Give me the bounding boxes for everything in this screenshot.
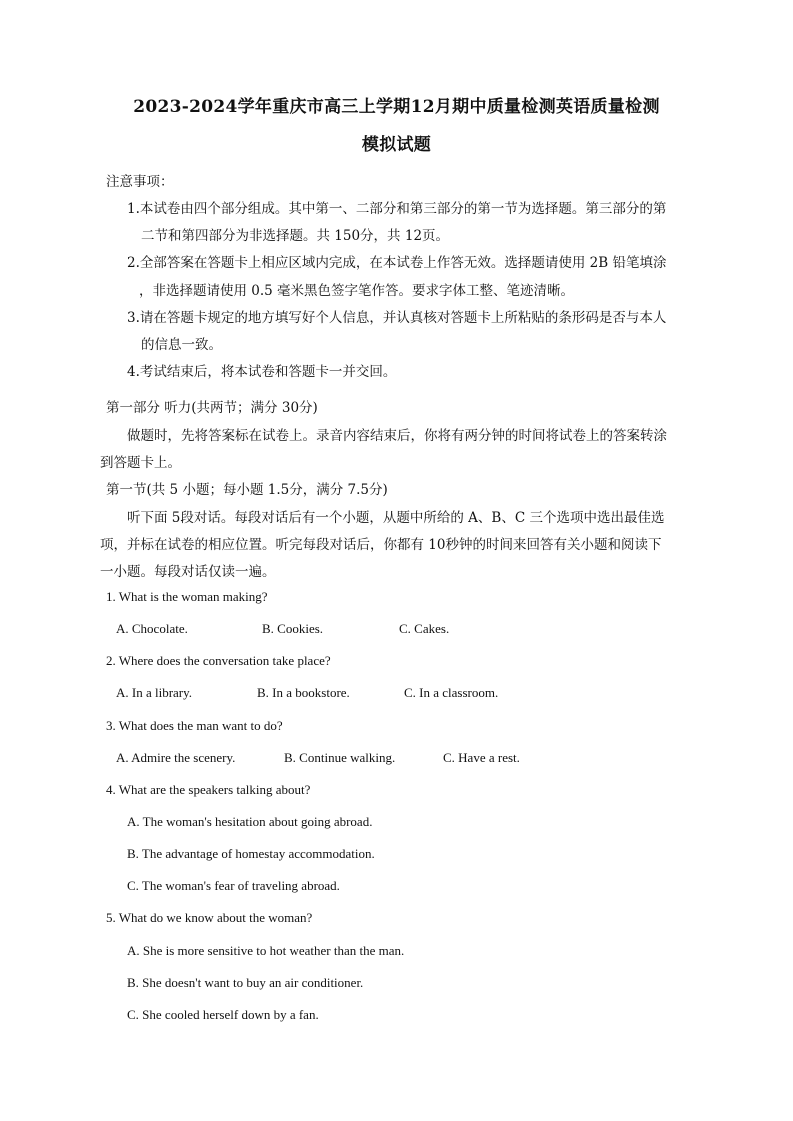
- notice-item: 的信息一致。: [141, 337, 222, 353]
- notice-item: ，非选择题请使用 0.5 毫米黑色签字笔作答。要求字体工整、笔迹清晰。: [139, 283, 575, 299]
- question-stem: 2. Where does the conversation take place?: [106, 653, 331, 668]
- notice-heading: 注意事项：: [106, 174, 174, 190]
- section1-intro: 项，并标在试卷的相应位置。听完每段对话后，你都有 10秒钟的时间来回答有关小题和阅读下: [100, 537, 662, 553]
- exam-title-line2: 模拟试题: [361, 135, 432, 155]
- notice-item: 3.请在答题卡规定的地方填写好个人信息，并认真核对答题卡上所粘贴的条形码是否与本人: [127, 310, 667, 326]
- exam-title-line1: 2023-2024学年重庆市高三上学期12月期中质量检测英语质量检测: [133, 97, 660, 117]
- option-b: B. Cookies.: [262, 621, 324, 636]
- part1-heading: 第一部分 听力(共两节；满分 30分): [106, 400, 318, 416]
- question-stem: 1. What is the woman making?: [106, 589, 268, 604]
- notice-item: 4.考试结束后，将本试卷和答题卡一并交回。: [127, 364, 397, 380]
- option-a: A. The woman's hesitation about going abroad.: [127, 814, 373, 829]
- part1-intro: 到答题卡上。: [100, 455, 181, 471]
- notice-item: 1.本试卷由四个部分组成。其中第一、二部分和第三部分的第一节为选择题。第三部分的第: [127, 201, 667, 217]
- option-a: A. Admire the scenery.: [116, 750, 236, 765]
- question-stem: 3. What does the man want to do?: [106, 718, 283, 733]
- option-b: B. She doesn't want to buy an air conditioner.: [127, 975, 364, 990]
- option-b: B. Continue walking.: [284, 750, 396, 765]
- option-c: C. She cooled herself down by a fan.: [127, 1007, 319, 1022]
- option-c: C. Have a rest.: [443, 750, 520, 765]
- option-c: C. The woman's fear of traveling abroad.: [127, 878, 340, 893]
- section1-intro: 一小题。每段对话仅读一遍。: [100, 564, 276, 580]
- notice-item: 二节和第四部分为非选择题。共 150分，共 12页。: [141, 228, 450, 244]
- option-b: B. The advantage of homestay accommodation.: [127, 846, 375, 861]
- option-c: C. In a classroom.: [404, 685, 499, 700]
- option-a: A. She is more sensitive to hot weather than the man.: [127, 943, 405, 958]
- notice-item: 2.全部答案在答题卡上相应区域内完成，在本试卷上作答无效。选择题请使用 2B 铅笔填涂: [127, 255, 667, 271]
- question-stem: 5. What do we know about the woman?: [106, 910, 313, 925]
- option-a: A. In a library.: [116, 685, 193, 700]
- section1-heading: 第一节(共 5 小题；每小题 1.5分，满分 7.5分): [106, 482, 388, 498]
- option-a: A. Chocolate.: [116, 621, 188, 636]
- section1-intro: 听下面 5段对话。每段对话后有一个小题，从题中所给的 A、B、C 三个选项中选出最佳选: [127, 510, 665, 526]
- question-stem: 4. What are the speakers talking about?: [106, 782, 311, 797]
- part1-intro: 做题时，先将答案标在试卷上。录音内容结束后，你将有两分钟的时间将试卷上的答案转涂: [127, 428, 667, 444]
- option-b: B. In a bookstore.: [257, 685, 350, 700]
- option-c: C. Cakes.: [399, 621, 450, 636]
